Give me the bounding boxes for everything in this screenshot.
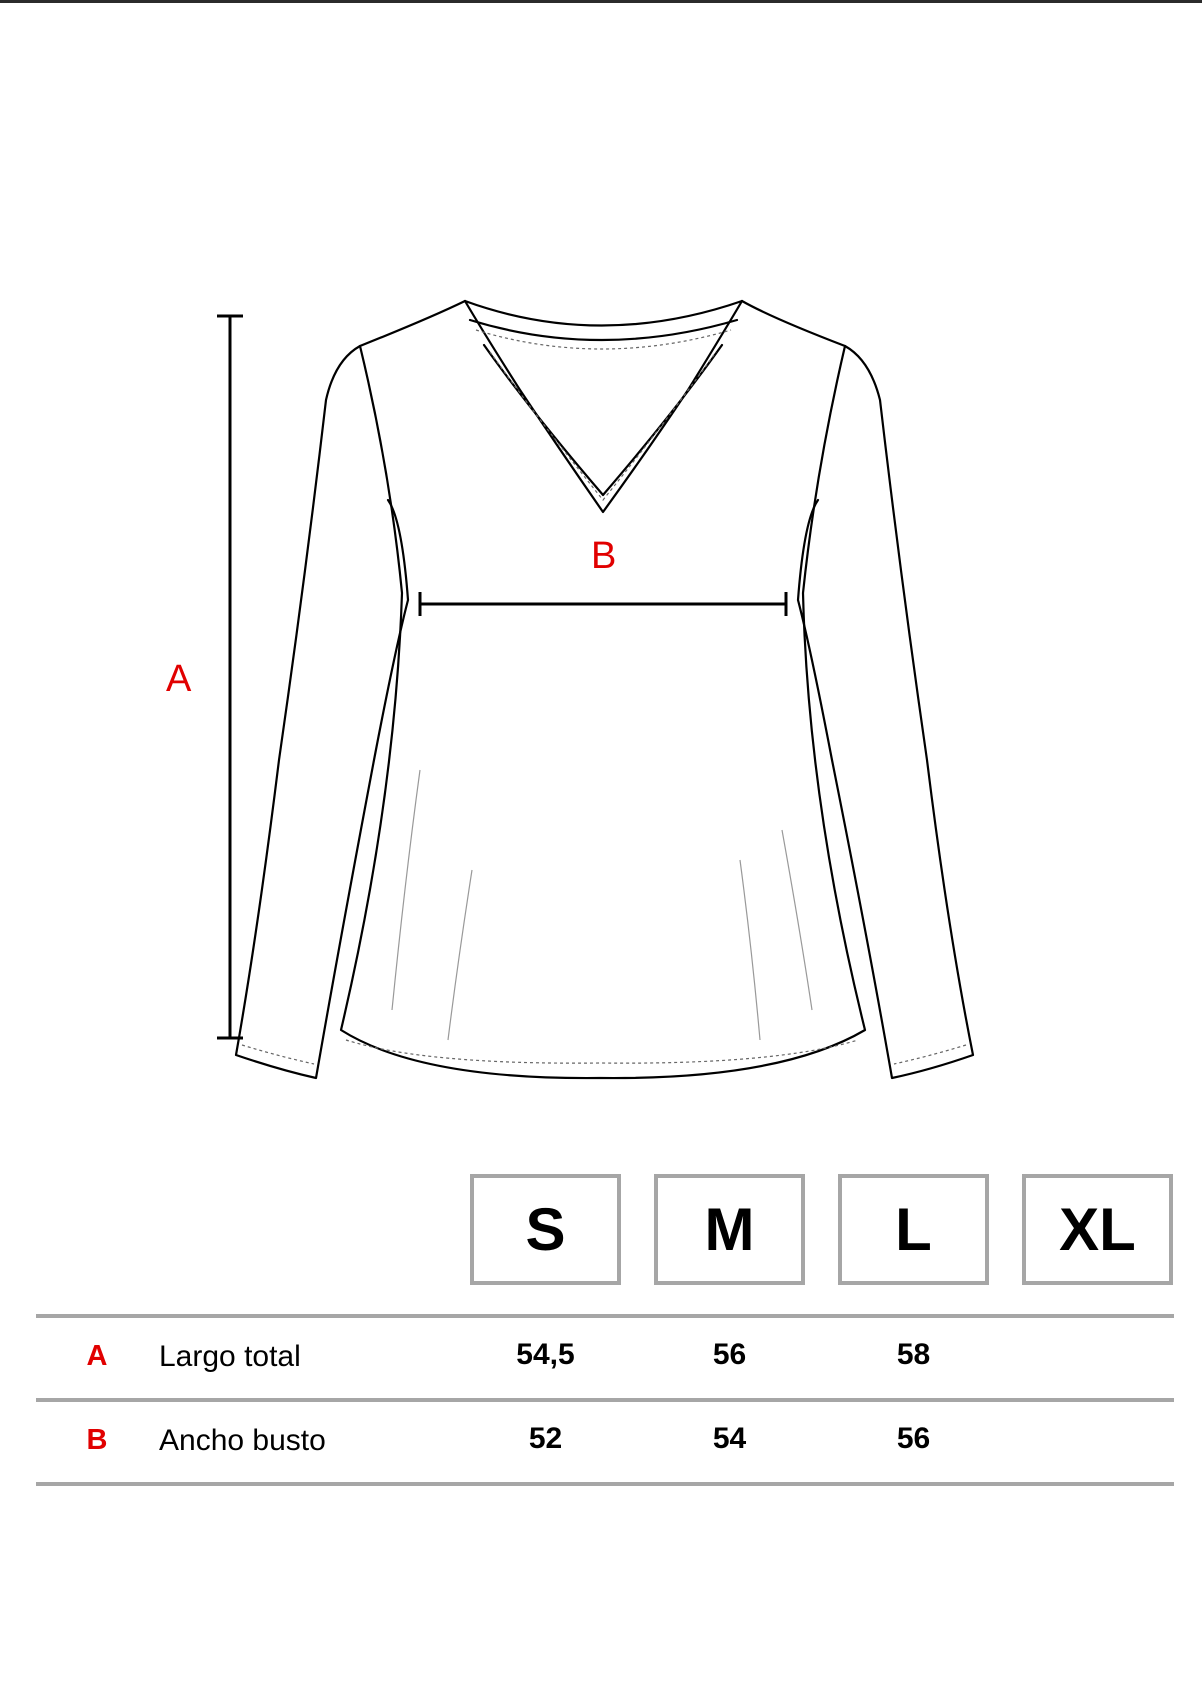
dimension-label-a: A [166,658,192,700]
row-label: Ancho busto [159,1424,326,1457]
value-s: 52 [528,1422,563,1455]
row-letter: A [86,1340,108,1372]
size-header-s: S [470,1174,621,1285]
size-header-l: L [838,1174,989,1285]
value-l: 56 [896,1422,931,1455]
value-l: 58 [896,1338,931,1371]
value-m: 56 [712,1338,747,1371]
value-s: 54,5 [516,1338,575,1371]
dimension-label-b: B [591,535,617,577]
size-header-xl: XL [1022,1174,1173,1285]
table-row [0,1318,1202,1398]
size-header-m: M [654,1174,805,1285]
table-row [0,1402,1202,1482]
row-letter: B [86,1424,108,1456]
table-divider [36,1482,1174,1486]
value-m: 54 [712,1422,747,1455]
row-label: Largo total [159,1340,301,1373]
